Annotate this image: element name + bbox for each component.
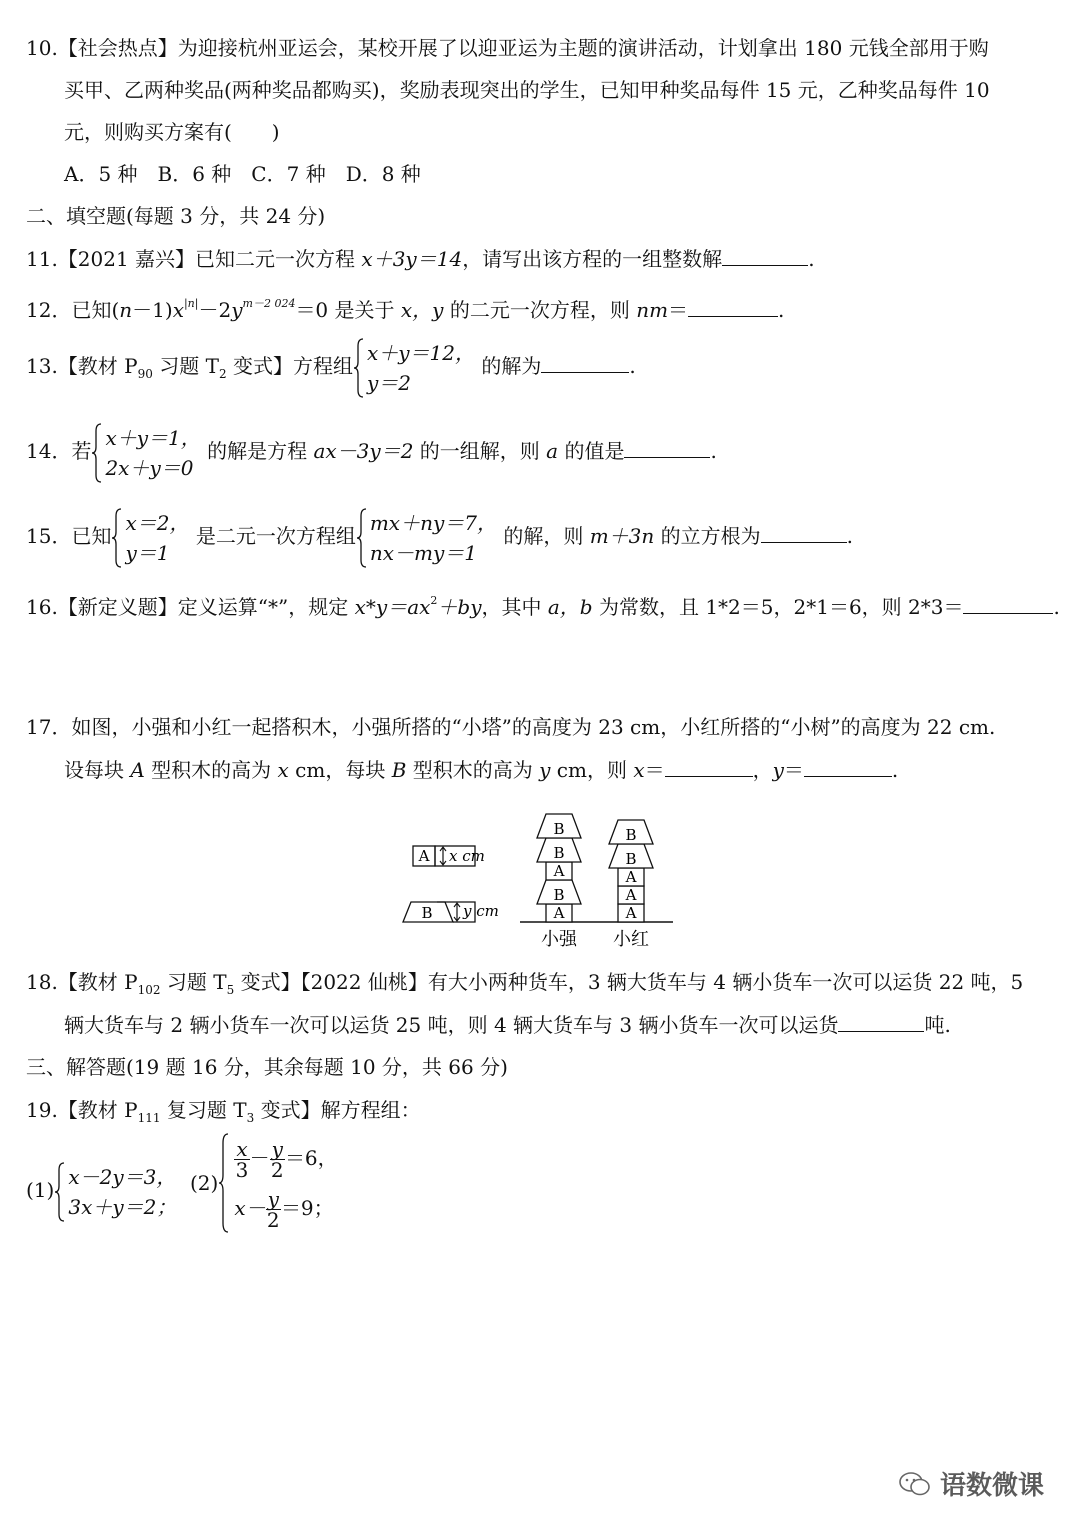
brace-icon: [54, 1162, 66, 1222]
brace-icon: [111, 508, 123, 568]
answer-blank[interactable]: [541, 354, 629, 373]
watermark: 语数微课: [898, 1465, 1044, 1502]
tower2-label: 小红: [613, 929, 649, 950]
answer-blank-y[interactable]: [804, 758, 892, 777]
equation-system: $\frac{x}{3}$ － $\frac{y}{2}$ ＝6， x－ $\frac{y}{2}$ ＝9；: [218, 1133, 337, 1233]
answer-blank[interactable]: [838, 1013, 924, 1032]
legend-block-b: [403, 902, 499, 922]
q15: 15．已知 x＝2， y＝1 是二元一次方程组 mx＋ny＝7， nx－my＝1 的解，则 m＋3n 的立方根为 .: [26, 506, 853, 568]
wechat-icon: [898, 1470, 932, 1498]
q11-equation: x＋3y＝14: [361, 247, 463, 271]
q10-line1: 10.【社会热点】为迎接杭州亚运会，某校开展了以迎亚运为主题的演讲活动，计划拿出 180 元钱全部用于购: [26, 36, 989, 60]
svg-text:A: A: [418, 847, 430, 865]
block-label: B: [553, 886, 565, 904]
q14: 14．若 x＋y＝1， 2x＋y＝0 的解是方程 ax－3y＝2 的一组解，则 a 的值是 .: [26, 421, 717, 483]
svg-text:x cm: x cm: [449, 847, 485, 865]
q17-line1: 17．如图，小强和小红一起搭积木，小强所搭的“小塔”的高度为 23 cm，小红所搭的“小树”的高度为 22 cm.: [26, 715, 996, 739]
tower-xiaoqiang: [537, 814, 581, 922]
equation-system: mx＋ny＝7， nx－my＝1: [356, 508, 497, 568]
equation-system: x＋y＝1， 2x＋y＝0: [91, 423, 200, 483]
tower1-label: 小强: [541, 929, 577, 950]
q19-heading: 19.【教材 $P_{111}$ 复习题 $T_3$ 变式】解方程组：: [26, 1098, 421, 1125]
q10-line2: 买甲、乙两种奖品(两种奖品都购买)，奖励表现突出的学生，已知甲种奖品每件 15 元，乙种奖品每件 10: [64, 78, 990, 102]
q19-part2: (2) $\frac{x}{3}$ － $\frac{y}{2}$ ＝6， x－ $\frac{y}{2}$ ＝9；: [190, 1133, 338, 1233]
block-label: B: [625, 850, 637, 868]
q13: 13.【教材 $P_{90}$ 习题 $T_2$ 变式】方程组 x＋y＝12， y＝2 的解为 .: [26, 336, 636, 404]
brace-icon: [356, 508, 368, 568]
answer-blank[interactable]: [688, 298, 778, 317]
blocks-figure: [395, 800, 685, 955]
q10-line3: 元，则购买方案有( ): [64, 120, 280, 144]
block-label: B: [553, 820, 565, 838]
equation-system: x＋y＝12， y＝2: [353, 338, 475, 398]
svg-text:y cm: y cm: [463, 902, 499, 920]
answer-blank-x[interactable]: [665, 758, 753, 777]
q18-line2: 辆大货车与 2 辆小货车一次可以运货 25 吨，则 4 辆大货车与 3 辆小货车一次可以运货 吨.: [64, 1013, 951, 1037]
answer-blank[interactable]: [722, 247, 808, 266]
q12: 12．已知$(n-1)x^{|n|}-2y^{m-2 024}=0$ 是关于 x，y 的二元一次方程，则 nm＝ .: [26, 297, 785, 322]
q18-line1: 18.【教材 $P_{102}$ 习题 $T_5$ 变式】【2022 仙桃】有大小两种货车，3 辆大货车与 4 辆小货车一次可以运货 22 吨，5: [26, 970, 1024, 997]
legend-block-a: [413, 846, 485, 866]
equation-system: x－2y＝3， 3x＋y＝2；: [54, 1162, 176, 1222]
brace-icon: [91, 423, 103, 483]
answer-blank[interactable]: [963, 595, 1053, 614]
answer-blank[interactable]: [624, 439, 710, 458]
answer-blank[interactable]: [761, 524, 847, 543]
block-label: A: [625, 868, 637, 886]
q17-line2: 设每块 A 型积木的高为 x cm，每块 B 型积木的高为 y cm，则 x＝ ，y＝ .: [64, 758, 899, 782]
section2-heading: 二、填空题(每题 3 分，共 24 分): [26, 204, 326, 228]
svg-text:B: B: [421, 904, 433, 922]
block-label: A: [625, 904, 637, 922]
equation-system: x＝2， y＝1: [111, 508, 189, 568]
tower-xiaohong: [609, 820, 653, 922]
brace-icon: [218, 1133, 230, 1233]
block-label: A: [553, 904, 565, 922]
q11: 11.【2021 嘉兴】已知二元一次方程 x＋3y＝14，请写出该方程的一组整数解 .: [26, 247, 815, 271]
brace-icon: [353, 338, 365, 398]
block-label: B: [625, 826, 637, 844]
section3-heading: 三、解答题(19 题 16 分，其余每题 10 分，共 66 分): [26, 1055, 508, 1079]
q16: 16.【新定义题】定义运算“*”，规定 $x*y=ax^2+by$，其中 a，b 为常数，且 1*2＝5，2*1＝6，则 2*3＝ .: [26, 594, 1060, 619]
block-label: B: [553, 844, 565, 862]
block-label: A: [553, 862, 565, 880]
block-label: A: [625, 886, 637, 904]
q10-options: A．5 种 B．6 种 C．7 种 D．8 种: [64, 162, 421, 186]
q19-part1: (1) x－2y＝3， 3x＋y＝2；: [26, 1160, 176, 1222]
